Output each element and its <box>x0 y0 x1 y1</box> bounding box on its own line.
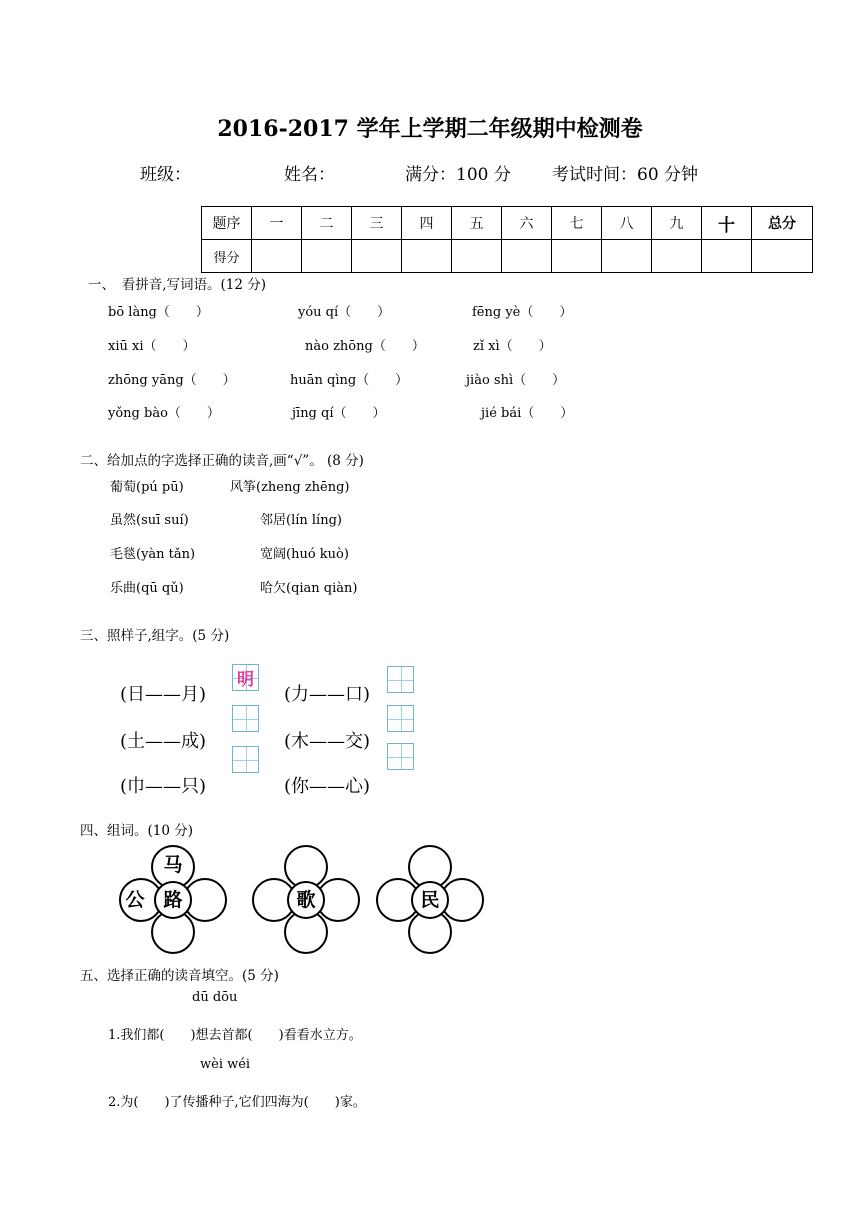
exam-time-label: 考试时间：60 分钟 <box>552 165 699 185</box>
reading-choice: 乐曲(qū qǔ) <box>110 581 184 596</box>
compose-item: (日——月) <box>120 684 207 705</box>
reading-choice: 虽然(suī suí) <box>110 513 189 528</box>
score-cell[interactable] <box>502 240 552 273</box>
section-3-heading: 三、照样子,组字。(5 分) <box>80 628 230 644</box>
reading-choice: 邻居(lín líng) <box>260 513 342 528</box>
writing-grid[interactable] <box>387 705 414 732</box>
score-cell[interactable] <box>702 240 752 273</box>
fill-question-1: 1.我们都( )想去首都( )看看水立方。 <box>108 1028 362 1043</box>
example-char: 明 <box>237 670 254 690</box>
flower-1-left-char: 公 <box>125 889 145 911</box>
flower-1-center-char: 路 <box>163 889 183 911</box>
full-score-label: 满分：100 分 <box>405 165 511 185</box>
table-header-cell: 二 <box>302 207 352 240</box>
pinyin-options: dū dōu <box>192 990 238 1005</box>
score-cell[interactable] <box>552 240 602 273</box>
flower-3-center-char: 民 <box>420 889 440 911</box>
table-header-cell: 八 <box>602 207 652 240</box>
pinyin-item: zhōng yāng（ ） <box>108 373 236 388</box>
score-table <box>201 206 813 273</box>
table-header-cell: 四 <box>402 207 452 240</box>
table-header-cell: 十 <box>702 207 752 240</box>
writing-grid[interactable] <box>387 743 414 770</box>
score-cell[interactable] <box>302 240 352 273</box>
pinyin-item: jīng qí（ ） <box>292 406 386 421</box>
table-row-label: 得分 <box>202 240 252 273</box>
section-4-heading: 四、组词。(10 分) <box>80 823 194 839</box>
compose-item: (你——心) <box>284 776 371 797</box>
score-cell[interactable] <box>402 240 452 273</box>
reading-choice: 风筝(zheng zhēng) <box>230 480 350 495</box>
reading-choice: 毛毯(yàn tǎn) <box>110 547 196 562</box>
class-label: 班级： <box>140 165 191 185</box>
section-5-heading: 五、选择正确的读音填空。(5 分) <box>80 968 279 984</box>
score-cell[interactable] <box>602 240 652 273</box>
score-table-score-row <box>202 240 813 273</box>
score-table-header-row <box>202 207 813 240</box>
table-header-cell: 一 <box>252 207 302 240</box>
fill-question-2: 2.为( )了传播种子,它们四海为( )家。 <box>108 1095 366 1110</box>
table-header-cell: 题序 <box>202 207 252 240</box>
compose-item: (巾——只) <box>120 776 207 797</box>
page-title: 2016-2017 学年上学期二年级期中检测卷 <box>217 116 643 142</box>
pinyin-item: fēng yè（ ） <box>472 305 573 320</box>
pinyin-item: jiào shì（ ） <box>466 373 566 388</box>
table-header-cell: 三 <box>352 207 402 240</box>
reading-choice: 葡萄(pú pū) <box>110 480 184 495</box>
compose-item: (木——交) <box>284 731 371 752</box>
flower-2-center-char: 歌 <box>296 889 316 911</box>
reading-choice: 哈欠(qian qiàn) <box>260 581 358 596</box>
score-cell[interactable] <box>452 240 502 273</box>
writing-grid[interactable] <box>232 705 259 732</box>
flower-1-top-char: 马 <box>163 854 183 876</box>
table-header-cell: 七 <box>552 207 602 240</box>
section-2-heading: 二、给加点的字选择正确的读音,画“√”。 (8 分) <box>80 453 364 469</box>
score-cell[interactable] <box>752 240 813 273</box>
score-cell[interactable] <box>652 240 702 273</box>
writing-grid[interactable] <box>232 746 259 773</box>
writing-grid-example <box>232 664 259 691</box>
pinyin-item: huān qìng（ ） <box>290 373 409 388</box>
table-header-cell: 总分 <box>752 207 813 240</box>
pinyin-item: yóu qí（ ） <box>298 305 391 320</box>
reading-choice: 宽阔(huó kuò) <box>260 547 349 562</box>
score-cell[interactable] <box>352 240 402 273</box>
table-header-cell: 九 <box>652 207 702 240</box>
pinyin-item: xiū xi（ ） <box>108 339 196 354</box>
score-cell[interactable] <box>252 240 302 273</box>
pinyin-item: nào zhōng（ ） <box>305 339 425 354</box>
compose-item: (土——成) <box>120 731 207 752</box>
table-header-cell: 六 <box>502 207 552 240</box>
section-1-heading: 一、 看拼音,写词语。(12 分) <box>88 277 267 293</box>
pinyin-item: yǒng bào（ ） <box>108 406 220 421</box>
pinyin-item: zǐ xì（ ） <box>473 339 552 354</box>
compose-item: (力——口) <box>284 684 371 705</box>
word-flowers <box>110 840 500 960</box>
pinyin-item: jié bái（ ） <box>481 406 574 421</box>
pinyin-options: wèi wéi <box>200 1057 251 1072</box>
table-header-cell: 五 <box>452 207 502 240</box>
writing-grid[interactable] <box>387 666 414 693</box>
pinyin-item: bō làng（ ） <box>108 305 209 320</box>
name-label: 姓名： <box>284 165 335 185</box>
